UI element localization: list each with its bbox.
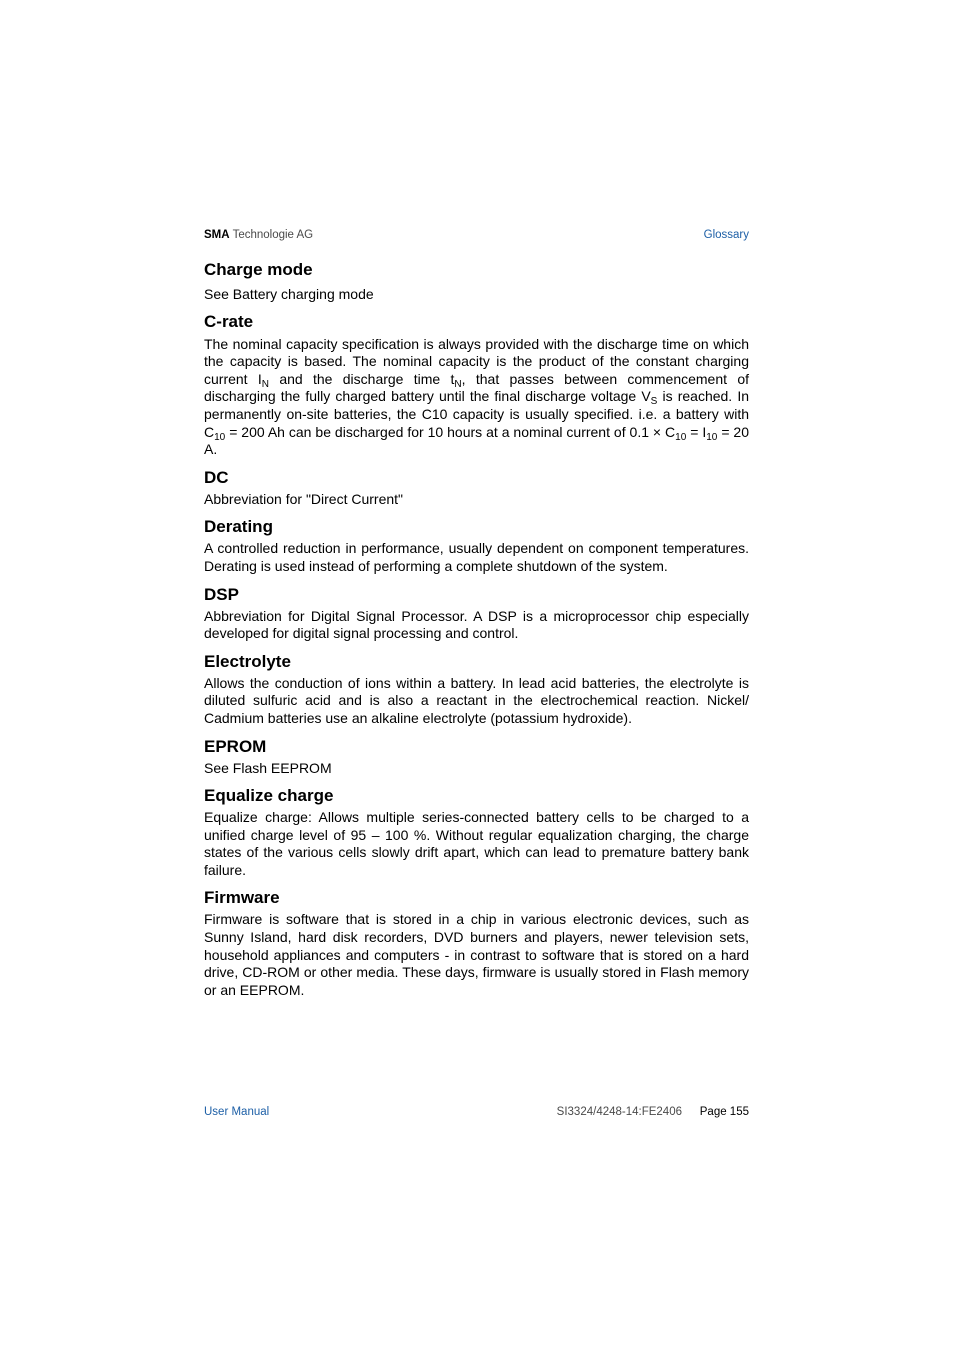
entry-electrolyte xyxy=(204,651,749,728)
entry-term: EPROM xyxy=(204,736,267,756)
entry-term: Electrolyte xyxy=(204,651,291,671)
footer-doc-type: User Manual xyxy=(204,1106,270,1118)
entry-text: A controlled reduction in performance, usually dependent on component temperatures. Derating is used instead of performing a complete shutdown of the system. xyxy=(204,540,749,574)
entry-firmware xyxy=(204,887,749,999)
entry-text: Allows the conduction of ions within a battery. In lead acid batteries, the electrolyte is diluted sulfuric acid and is also a reactant in the electrochemical reaction. Nickel/ Cadmium batteries use an alkaline electrolyte (potassium hydroxide). xyxy=(204,674,749,726)
entry-dsp xyxy=(204,584,749,643)
entry-text: See Battery charging mode xyxy=(204,286,374,302)
entry-term: C-rate xyxy=(204,311,254,331)
entry-derating xyxy=(204,516,749,575)
entry-text: Abbreviation for "Direct Current" xyxy=(204,490,404,507)
entry-text: Abbreviation for Digital Signal Processor. A DSP is a microprocessor chip especially developed for digital signal processing and control. xyxy=(204,607,749,642)
entry-c-rate xyxy=(204,311,749,459)
header-company xyxy=(204,229,313,241)
entry-dc xyxy=(204,467,749,509)
entry-charge-mode xyxy=(204,259,749,304)
entry-term: DC xyxy=(204,467,229,487)
page-footer xyxy=(204,1106,749,1122)
entry-text: Firmware is software that is stored in a chip in various electronic devices, such as Sunny Island, hard disk recorders, DVD burners and players, newer television sets, household appliances and computers - in contrast to software that is stored on a hard drive, CD-ROM or other media. These days, firmware is usually stored in Flash memory or an EEPROM. xyxy=(204,911,749,998)
entry-text: See Flash EEPROM xyxy=(204,759,332,776)
brand-name: SMA xyxy=(204,229,230,241)
footer-page-number: Page 155 xyxy=(699,1106,749,1118)
entry-eprom xyxy=(204,736,749,778)
footer-doc-code: SI3324/4248-14:FE2406 xyxy=(556,1106,682,1118)
entry-equalize-charge xyxy=(204,785,749,879)
entry-term: DSP xyxy=(204,584,239,604)
header-section: Glossary xyxy=(703,229,749,241)
glossary-content xyxy=(204,259,749,999)
entry-term: Derating xyxy=(204,517,273,537)
entry-term: Equalize charge xyxy=(204,786,334,806)
entry-term: Charge mode xyxy=(204,260,313,279)
entry-term: Firmware xyxy=(204,888,280,908)
company-name: Technologie AG xyxy=(232,229,314,241)
entry-text: Equalize charge: Allows multiple series-connected battery cells to be charged to a unified charge level of 95 – 100 %. Without regular equalization charging, the charge states of the various cells slowly drift apart, which can lead to premature battery bank failure. xyxy=(204,809,749,878)
entry-text: The nominal capacity specification is always provided with the discharge time on which the capacity is based. The nominal capacity is the product of the constant charging current $I_N$ and the discharge time $t_N$, that passes between commencement of discharging the fully charged battery until the final discharge voltage $V_S$ is reached. In permanently on-site batteries, the C10 capacity is usually specified. i.e. a battery with $C_{10} = 200$ Ah can be discharged for 10 hours at a nominal current of $0.1 \times C_{10} = I_{10} = 20$ A. xyxy=(204,335,750,458)
page-header xyxy=(204,229,749,245)
